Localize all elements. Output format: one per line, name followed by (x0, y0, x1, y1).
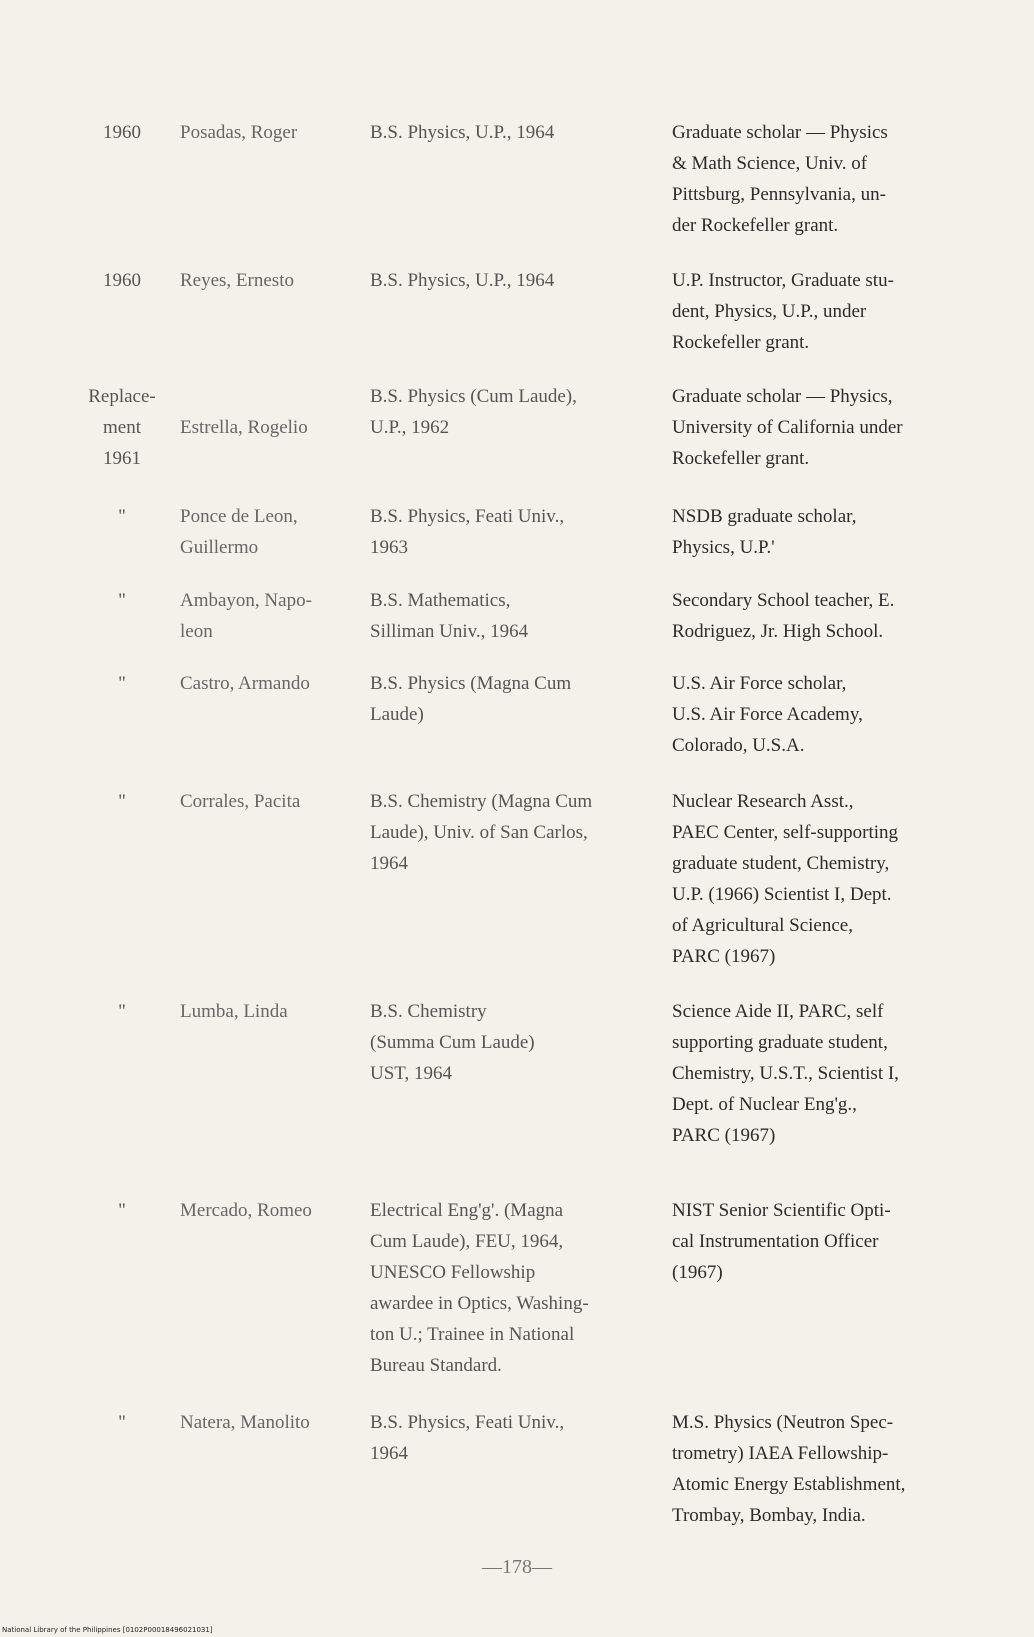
entry-notes-line: University of California under (672, 417, 903, 438)
entry-notes-line: M.S. Physics (Neutron Spec- (672, 1412, 894, 1433)
entry-notes-line: Pittsburg, Pennsylvania, un- (672, 184, 886, 205)
entry-year (72, 381, 172, 474)
entry-degree-line: 1964 (370, 853, 408, 874)
entry-degree (370, 381, 670, 443)
entry-year (72, 668, 172, 699)
entry-year (72, 501, 172, 532)
entry-degree-line: UST, 1964 (370, 1063, 452, 1084)
page-number: —178— (482, 1556, 552, 1578)
entry-year (72, 786, 172, 817)
entry-name-line: Reyes, Ernesto (180, 270, 294, 291)
entry-year-line: " (118, 791, 126, 812)
entry-notes-line: trometry) IAEA Fellowship- (672, 1443, 889, 1464)
entry-notes (672, 786, 975, 972)
entry-degree (370, 996, 670, 1089)
entry-degree (370, 117, 670, 148)
entry-degree-line: B.S. Physics, U.P., 1964 (370, 122, 555, 143)
entry-name (180, 265, 360, 296)
entry-notes-line: U.P. Instructor, Graduate stu- (672, 270, 894, 291)
entry-degree-line: B.S. Chemistry (Magna Cum (370, 791, 593, 812)
entry-notes-line: Physics, U.P.' (672, 537, 775, 558)
entry-notes-line: Chemistry, U.S.T., Scientist I, (672, 1063, 899, 1084)
entry-degree-line: awardee in Optics, Washing- (370, 1293, 589, 1314)
entry-year-line: 1960 (103, 122, 141, 143)
entry-notes-line: Nuclear Research Asst., (672, 791, 854, 812)
entry-degree-line: 1964 (370, 1443, 408, 1464)
entry-notes (672, 1195, 975, 1288)
entry-notes-line: Rockefeller grant. (672, 332, 810, 353)
entry-notes-line: Colorado, U.S.A. (672, 735, 805, 756)
entry-notes-line: PAEC Center, self-supporting (672, 822, 898, 843)
entry-year-line: " (118, 506, 126, 527)
entry-degree (370, 668, 670, 730)
entry-degree-line: B.S. Chemistry (370, 1001, 487, 1022)
entry-degree (370, 1195, 670, 1381)
entry-name (180, 996, 360, 1027)
entry-notes-line: graduate student, Chemistry, (672, 853, 890, 874)
entry-degree (370, 265, 670, 296)
entry-degree (370, 585, 670, 647)
entry-notes-line: U.S. Air Force Academy, (672, 704, 863, 725)
entry-name-line (180, 381, 360, 412)
entry-notes-line: Graduate scholar — Physics (672, 122, 888, 143)
entry-name (180, 1407, 360, 1438)
entry-notes-line: Trombay, Bombay, India. (672, 1505, 866, 1526)
entry-notes (672, 117, 975, 241)
entry-year-line: 1961 (103, 448, 141, 469)
entry-degree (370, 786, 670, 879)
entry-notes (672, 501, 975, 563)
entry-degree-line: B.S. Physics, U.P., 1964 (370, 270, 555, 291)
entry-notes-line: der Rockefeller grant. (672, 215, 839, 236)
entry-notes (672, 265, 975, 358)
entry-notes-line: Graduate scholar — Physics, (672, 386, 893, 407)
entry-year-line: " (118, 1001, 126, 1022)
entry-name-line: Estrella, Rogelio (180, 417, 308, 438)
entry-degree-line: U.P., 1962 (370, 417, 450, 438)
entry-degree-line: B.S. Physics, Feati Univ., (370, 1412, 565, 1433)
entry-degree-line: Bureau Standard. (370, 1355, 502, 1376)
entry-notes-line: PARC (1967) (672, 1125, 776, 1146)
entry-degree-line: Cum Laude), FEU, 1964, (370, 1231, 564, 1252)
entry-name-line: Corrales, Pacita (180, 791, 301, 812)
entry-notes (672, 1407, 975, 1531)
entry-name-line: Posadas, Roger (180, 122, 298, 143)
entry-notes-line: NIST Senior Scientific Opti- (672, 1200, 891, 1221)
entry-name-line: Ambayon, Napo- (180, 590, 312, 611)
entry-name-line: Ponce de Leon, (180, 506, 298, 527)
entry-degree-line: Laude), Univ. of San Carlos, (370, 822, 588, 843)
entry-degree-line: Electrical Eng'g'. (Magna (370, 1200, 564, 1221)
entry-name-line: Castro, Armando (180, 673, 310, 694)
entry-year-line: " (118, 673, 126, 694)
entry-year (72, 585, 172, 616)
entry-notes-line: Dept. of Nuclear Eng'g., (672, 1094, 857, 1115)
entry-name (180, 1195, 360, 1226)
entry-name-line: Mercado, Romeo (180, 1200, 312, 1221)
entry-notes-line: Rodriguez, Jr. High School. (672, 621, 884, 642)
footer-stamp: National Library of the Philippines [0102P00018496021031] (2, 1626, 213, 1634)
entry-year (72, 1407, 172, 1438)
entry-notes-line: U.P. (1966) Scientist I, Dept. (672, 884, 892, 905)
entry-notes-line: of Agricultural Science, (672, 915, 853, 936)
entry-name-line: Guillermo (180, 537, 259, 558)
entry-notes-line: NSDB graduate scholar, (672, 506, 857, 527)
entry-name (180, 501, 360, 563)
entry-notes-line: Atomic Energy Establishment, (672, 1474, 906, 1495)
entry-degree-line: B.S. Physics, Feati Univ., (370, 506, 565, 527)
entry-notes-line: Rockefeller grant. (672, 448, 810, 469)
entry-notes-line: dent, Physics, U.P., under (672, 301, 867, 322)
entry-degree-line: UNESCO Fellowship (370, 1262, 536, 1283)
entry-name (180, 381, 360, 443)
entry-notes (672, 585, 975, 647)
entry-notes-line: cal Instrumentation Officer (672, 1231, 879, 1252)
entry-name (180, 668, 360, 699)
entry-name (180, 786, 360, 817)
entry-notes-line: supporting graduate student, (672, 1032, 888, 1053)
entry-notes-line: Secondary School teacher, E. (672, 590, 895, 611)
entry-name (180, 585, 360, 647)
entry-name-line: leon (180, 621, 213, 642)
entry-year-line: " (118, 590, 126, 611)
entry-name-line: Lumba, Linda (180, 1001, 288, 1022)
entry-year-line: " (118, 1200, 126, 1221)
entry-year-line: ment (103, 417, 141, 438)
entry-name-line: Natera, Manolito (180, 1412, 310, 1433)
entry-year-line: 1960 (103, 270, 141, 291)
entry-notes-line: (1967) (672, 1262, 723, 1283)
entry-year (72, 265, 172, 296)
entry-year (72, 1195, 172, 1226)
entry-degree-line: ton U.; Trainee in National (370, 1324, 575, 1345)
entry-notes-line: & Math Science, Univ. of (672, 153, 868, 174)
entry-year-line: Replace- (88, 386, 156, 407)
entry-notes-line: Science Aide II, PARC, self (672, 1001, 884, 1022)
entry-notes (672, 381, 975, 474)
entry-degree-line: 1963 (370, 537, 408, 558)
entry-degree (370, 1407, 670, 1469)
entry-name (180, 117, 360, 148)
entry-degree-line: Laude) (370, 704, 424, 725)
entry-notes (672, 668, 975, 761)
entry-notes-line: U.S. Air Force scholar, (672, 673, 847, 694)
entry-year (72, 996, 172, 1027)
entry-degree-line: B.S. Physics (Cum Laude), (370, 386, 577, 407)
entry-notes-line: PARC (1967) (672, 946, 776, 967)
entry-year (72, 117, 172, 148)
entry-degree (370, 501, 670, 563)
entry-degree-line: B.S. Physics (Magna Cum (370, 673, 572, 694)
entry-year-line: " (118, 1412, 126, 1433)
entry-degree-line: Silliman Univ., 1964 (370, 621, 529, 642)
entry-notes (672, 996, 975, 1151)
entry-degree-line: (Summa Cum Laude) (370, 1032, 535, 1053)
entry-degree-line: B.S. Mathematics, (370, 590, 511, 611)
